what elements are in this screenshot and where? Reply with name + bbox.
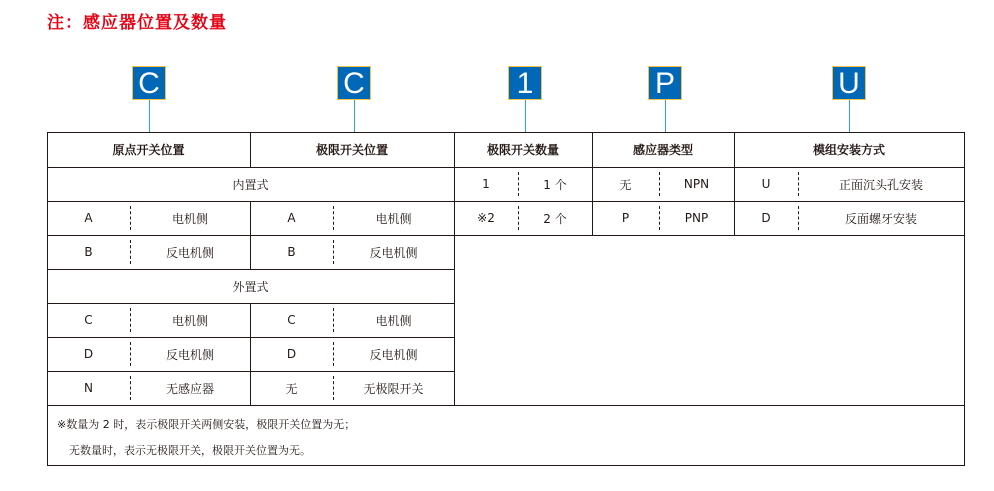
quantity-label: 1 个 [543, 177, 567, 192]
page-title: 注：感应器位置及数量 [47, 13, 227, 33]
section-internal-label: 内置式 [232, 177, 269, 192]
origin-code: A [84, 211, 93, 225]
sensor-code: P [621, 211, 630, 225]
origin-code: B [84, 245, 93, 259]
quantity-code: ※2 [477, 211, 495, 225]
badge-origin-code: C [132, 66, 166, 100]
mounting-code: U [761, 177, 771, 191]
sensor-code: 无 [619, 177, 632, 192]
badge-limit-position-code: C [337, 66, 371, 100]
badge-quantity-code: 1 [508, 66, 542, 100]
mounting-label: 反面螺牙安装 [844, 211, 917, 226]
origin-code: N [84, 381, 93, 395]
badge-connector [149, 100, 150, 132]
header-sensor-type: 感应器类型 [632, 143, 693, 157]
limit-code: D [286, 347, 297, 361]
badge-connector [849, 100, 850, 132]
limit-code: C [287, 313, 296, 327]
origin-label: 电机侧 [171, 313, 208, 328]
origin-label: 电机侧 [171, 211, 208, 226]
limit-label: 电机侧 [375, 313, 412, 328]
origin-label: 无感应器 [165, 381, 214, 396]
badge-sensor-type-code: P [648, 66, 682, 100]
limit-label: 反电机侧 [369, 347, 418, 362]
section-external-label: 外置式 [232, 279, 269, 294]
sensor-label: PNP [684, 211, 709, 225]
header-module-mounting: 模组安装方式 [812, 143, 885, 157]
origin-code: C [84, 313, 93, 327]
quantity-code: 1 [482, 177, 490, 191]
note-line: ※数量为 2 时，表示极限开关两侧安装，极限开关位置为无； [57, 418, 356, 431]
quantity-label: 2 个 [543, 211, 567, 226]
origin-label: 反电机侧 [165, 347, 214, 362]
header-origin-switch-position: 原点开关位置 [112, 143, 185, 157]
sensor-label: NPN [683, 177, 710, 191]
limit-label: 反电机侧 [369, 245, 418, 260]
limit-label: 电机侧 [375, 211, 412, 226]
badge-connector [525, 100, 526, 132]
origin-label: 反电机侧 [165, 245, 214, 260]
note-line: 无数量时，表示无极限开关，极限开关位置为无。 [69, 444, 311, 457]
limit-code: A [287, 211, 296, 225]
badge-connector [665, 100, 666, 132]
limit-code: 无 [285, 381, 298, 396]
badge-mounting-code: U [832, 66, 866, 100]
header-limit-switch-quantity: 极限开关数量 [486, 143, 559, 157]
mounting-code: D [761, 211, 771, 225]
badge-connector [354, 100, 355, 132]
header-limit-switch-position: 极限开关位置 [315, 143, 388, 157]
limit-code: B [287, 245, 296, 259]
mounting-label: 正面沉头孔安装 [838, 177, 923, 192]
origin-code: D [83, 347, 94, 361]
limit-label: 无极限开关 [363, 381, 424, 396]
